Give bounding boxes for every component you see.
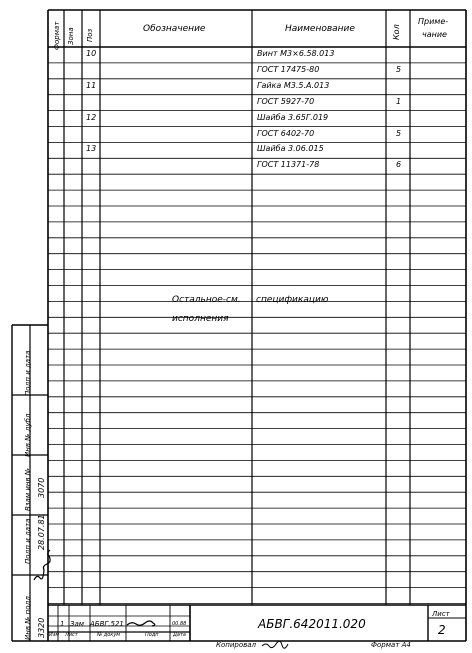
sheet-label: Лист (432, 610, 450, 618)
remark-designation-1: Остальное-см. (172, 295, 241, 305)
footer-copied: Копировал (216, 641, 256, 649)
sheet-number: 2 (438, 623, 446, 637)
header-designation: Обозначение (143, 24, 206, 34)
row-name: ГОСТ 17475-80 (257, 64, 320, 74)
change-date: 00.88 (172, 621, 187, 627)
change-num: 1 (60, 620, 65, 628)
header-pos: Поз (86, 28, 94, 42)
row-qty: 5 (396, 64, 402, 74)
header-name: Наименование (285, 24, 355, 34)
row-qty: 5 (396, 128, 402, 138)
remark-name-1: спецификацию (256, 295, 329, 305)
row-name: Шайба 3.65Г.019 (257, 112, 329, 122)
side-orig-inv: Инв № подл (24, 596, 32, 640)
change-type: Зам (70, 620, 85, 628)
row-name: Винт М3×6.58.013 (257, 49, 335, 58)
row-pos: 12 (86, 112, 97, 122)
label-sign: Подп (145, 632, 159, 638)
header-note-2: чание (422, 30, 447, 39)
label-date: Дата (173, 632, 186, 638)
row-name: ГОСТ 5927-70 (257, 96, 315, 106)
remark-designation-2: исполнения (172, 314, 229, 324)
header-format: Формат (53, 21, 61, 50)
side-sign-date-bottom: Подп и дата (24, 518, 32, 564)
label-doc: № докум (97, 632, 121, 638)
header-note-1: Приме- (418, 17, 449, 26)
row-name: ГОСТ 6402-70 (257, 128, 315, 138)
side-replace-inv-value: 3070 (37, 477, 46, 498)
row-qty: 1 (396, 96, 402, 106)
row-name: Шайба 3.06.015 (257, 144, 324, 154)
document-code: АБВГ.642011.020 (258, 617, 366, 631)
footer-format: Формат А4 (371, 641, 411, 649)
row-name: ГОСТ 11371-78 (257, 160, 320, 170)
change-doc-num: АБВГ.521 (90, 620, 124, 628)
row-pos: 11 (86, 80, 97, 90)
header-qty: Кол (392, 24, 401, 40)
label-sheet: Лист (65, 632, 78, 638)
side-orig-inv-value: 3320 (37, 617, 46, 638)
header-zone: Зона (67, 27, 75, 45)
side-dup-inv: Инв № дубл (24, 413, 32, 457)
row-pos: 10 (86, 49, 97, 58)
row-name: Гайка М3.5.А.013 (257, 80, 330, 90)
side-sign-date-value: 28.07.81 (37, 514, 46, 550)
side-replace-inv: Взам инв № (24, 467, 32, 511)
side-sign-date-top: Подп и дата (24, 350, 32, 396)
label-change: Изм (49, 632, 60, 638)
row-qty: 6 (396, 160, 402, 170)
row-pos: 13 (86, 144, 97, 154)
